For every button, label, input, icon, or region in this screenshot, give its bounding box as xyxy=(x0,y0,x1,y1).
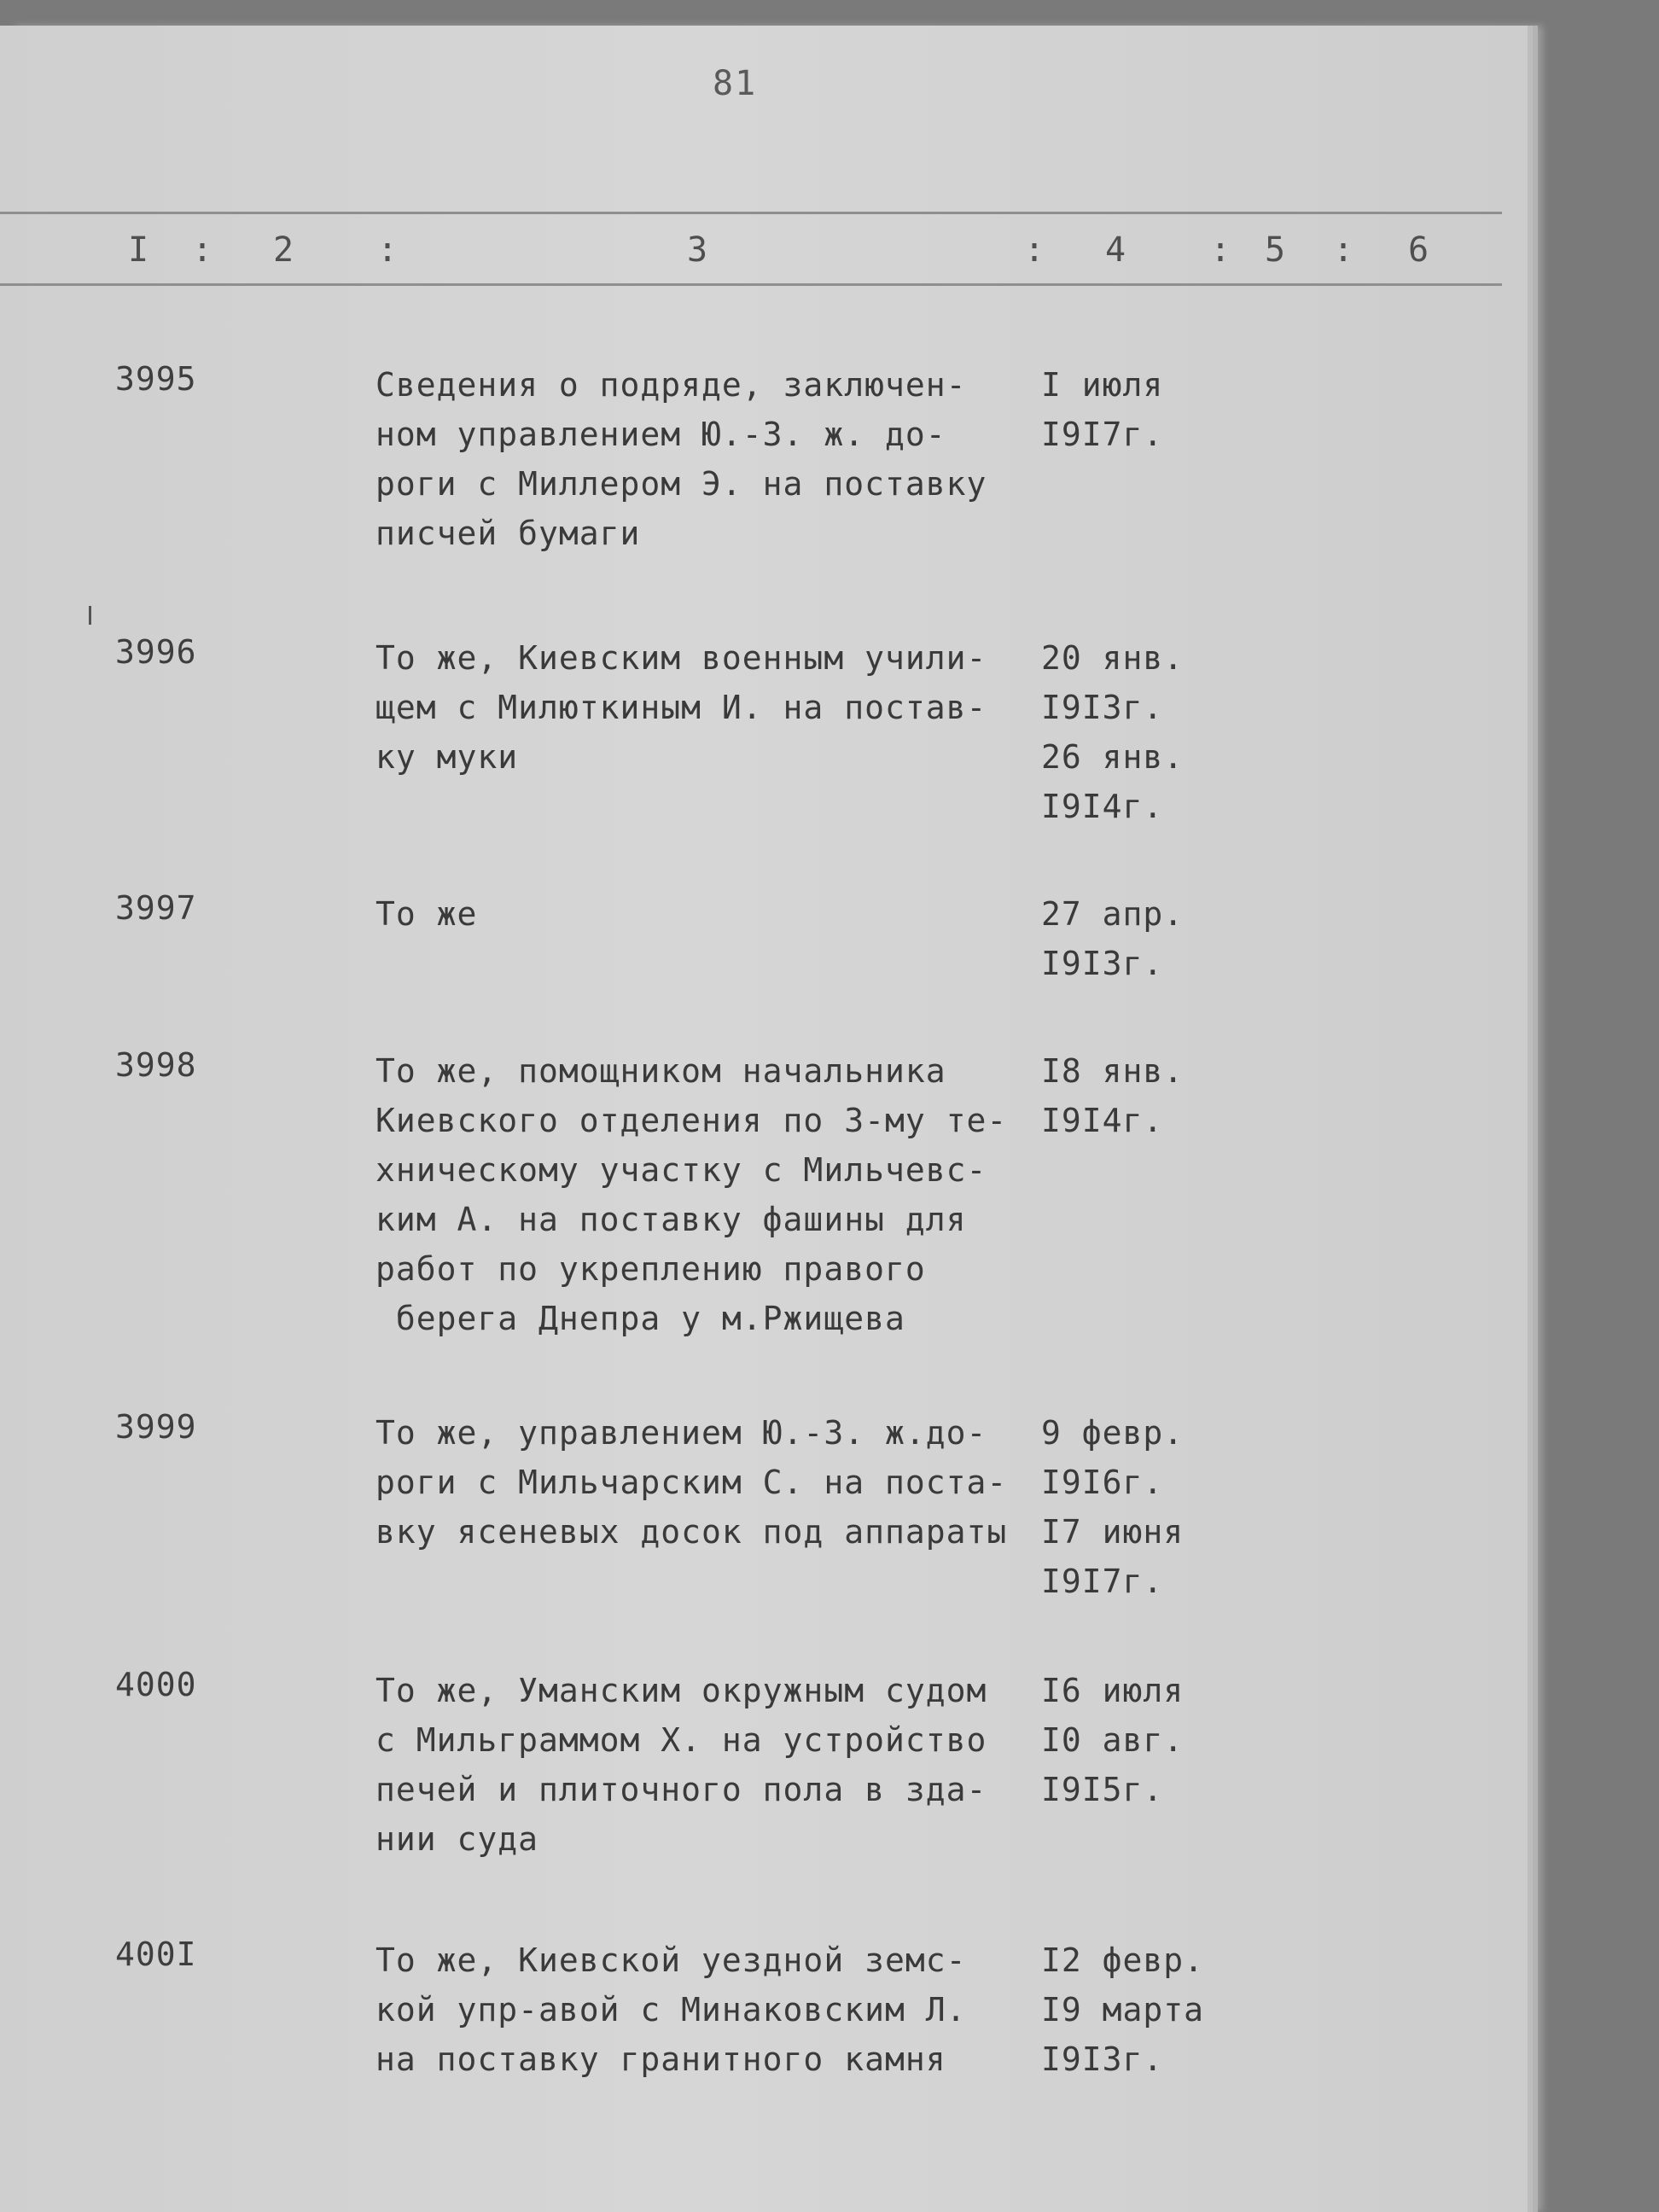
entry-dates: I6 июля I0 авг. I9I5г. xyxy=(1041,1672,1185,1808)
entry-description: То же, помощником начальника Киевского отделения по 3-му те- хническому участку с Мильчевс- ким А. на поставку фашины для работ по укреплению правого берега Днепра у м.Ржищева xyxy=(375,1052,1008,1337)
column-header-5: 5 xyxy=(1265,230,1286,270)
column-separator: : xyxy=(377,230,399,270)
column-separator: : xyxy=(1210,230,1231,270)
column-header-6: 6 xyxy=(1408,230,1429,270)
column-header-4: 4 xyxy=(1105,230,1126,270)
entry-number: 3999 xyxy=(115,1408,197,1446)
column-separator: : xyxy=(1333,230,1354,270)
entry-number: 400I xyxy=(115,1936,197,1973)
column-header-2: 2 xyxy=(273,230,294,270)
column-separator: : xyxy=(192,230,213,270)
table-header-top-rule xyxy=(0,212,1502,214)
entry-dates: I июля I9I7г. xyxy=(1041,366,1164,453)
column-separator: : xyxy=(1024,230,1045,270)
entry-dates: 9 февр. I9I6г. I7 июня I9I7г. xyxy=(1041,1414,1185,1600)
entry-description: Сведения о подряде, заключен- ном управлением Ю.-З. ж. до- роги с Миллером Э. на поставку писчей бумаги xyxy=(375,366,987,552)
entry-number: 4000 xyxy=(115,1666,197,1703)
entry-dates: I8 янв. I9I4г. xyxy=(1041,1052,1185,1139)
margin-pencil-mark xyxy=(89,606,91,625)
entry-dates: 20 янв. I9I3г. 26 янв. I9I4г. xyxy=(1041,639,1185,825)
table-header-bottom-rule xyxy=(0,283,1502,286)
entry-description: То же, Киевским военным учили- щем с Милюткиным И. на постав- ку муки xyxy=(375,639,987,776)
entry-description: То же, Киевской уездной земс- кой упр-авой с Минаковским Л. на поставку гранитного камня xyxy=(375,1941,967,2078)
column-header-3: 3 xyxy=(687,230,708,270)
entry-dates: 27 апр. I9I3г. xyxy=(1041,895,1185,982)
entry-description: То же, Уманским окружным судом с Мильграммом Х. на устройство печей и плиточного пола в зда- нии суда xyxy=(375,1672,987,1858)
entry-dates: I2 февр. I9 марта I9I3г. xyxy=(1041,1941,1205,2078)
entry-description: То же, управлением Ю.-З. ж.до- роги с Мильчарским С. на поста- вку ясеневых досок под аппараты xyxy=(375,1414,1008,1551)
entry-description: То же xyxy=(375,895,478,933)
entry-number: 3997 xyxy=(115,889,197,927)
page-number: 81 xyxy=(713,64,758,103)
entry-number: 3996 xyxy=(115,633,197,671)
column-header-1: I xyxy=(128,230,149,270)
entry-number: 3995 xyxy=(115,360,197,398)
entry-number: 3998 xyxy=(115,1046,197,1084)
document-page xyxy=(0,26,1528,2212)
